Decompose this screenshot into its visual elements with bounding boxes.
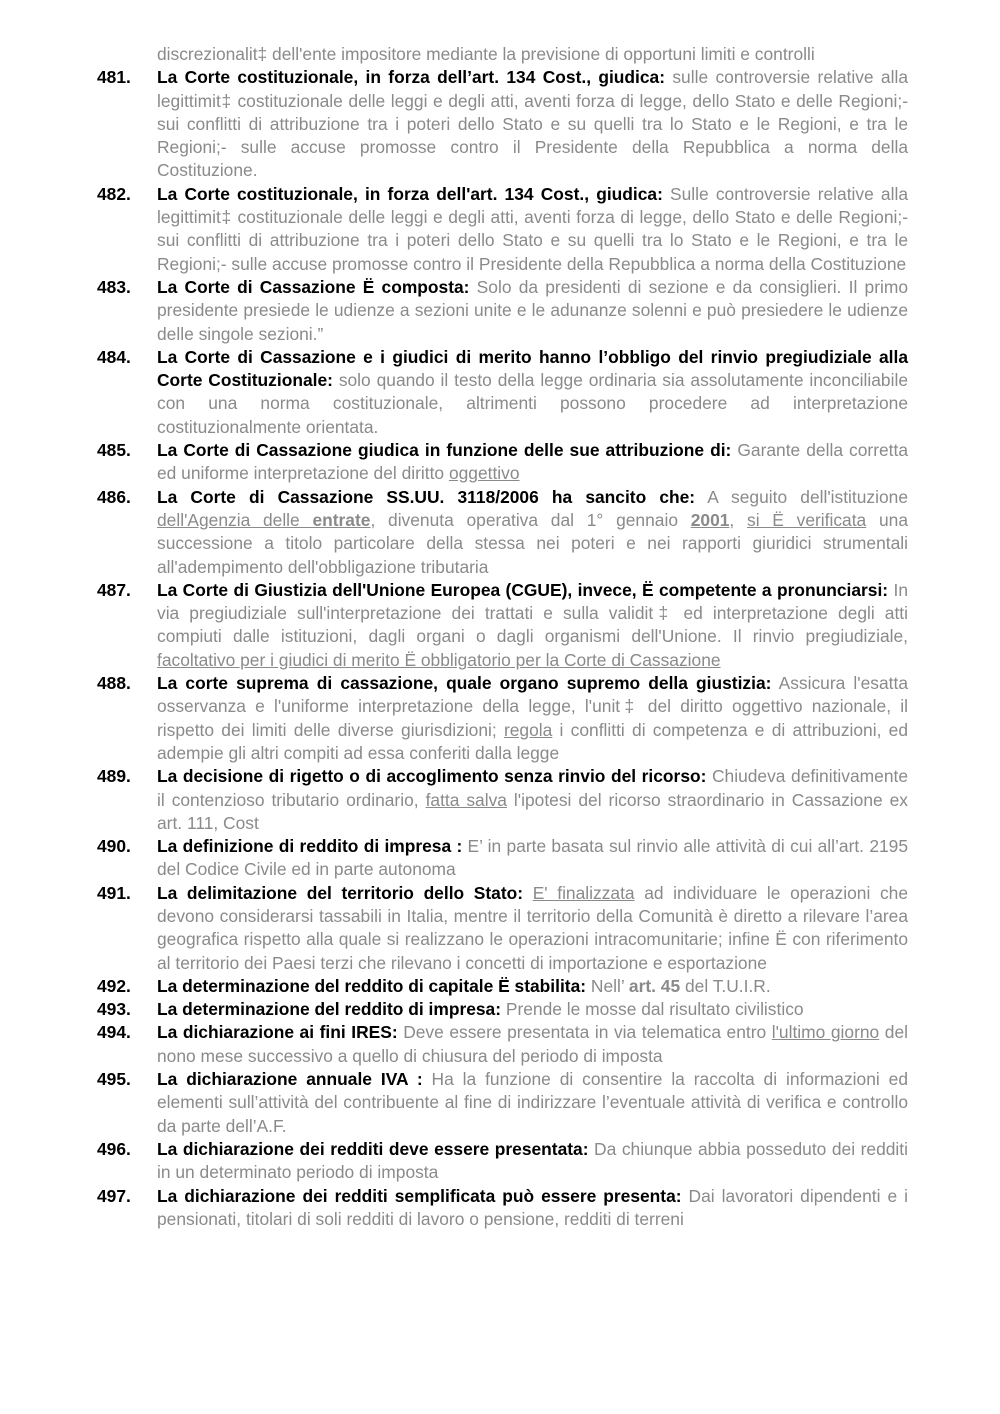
qa-item-483 xyxy=(97,276,908,346)
underlined-answer-part: facoltativo per i giudici di merito Ë obbligatorio per la Corte di Cassazione xyxy=(157,649,721,670)
item-answer: Prende le mosse dal risultato civilistico xyxy=(501,999,804,1020)
item-question: La Corte di Cassazione giudica in funzione delle sue attribuzione di: xyxy=(157,440,732,461)
item-number: 485. xyxy=(97,440,131,461)
bold-answer-part: art. 45 xyxy=(628,975,681,996)
item-text xyxy=(157,579,908,672)
item-question: La Corte di Cassazione e i giudici di merito hanno l’obbligo del rinvio pregiudiziale alla Corte Costituzionale: xyxy=(157,346,908,391)
item-text xyxy=(157,765,908,835)
item-answer: Dai lavoratori dipendenti e i pensionati, titolari di soli redditi di lavoro o pensione, redditi di terreni xyxy=(157,1185,908,1229)
item-question: La delimitazione del territorio dello Stato: xyxy=(157,882,524,903)
item-number: 487. xyxy=(97,579,131,600)
item-number: 493. xyxy=(97,999,131,1020)
item-number: 496. xyxy=(97,1138,131,1159)
item-answer: Ha la funzione di consentire la raccolta di informazioni ed elementi sull’attività del contribuente al fine di indirizzare l’eventuale attività di verifica e controllo da parte dell’A.F. xyxy=(157,1069,908,1136)
item-answer xyxy=(523,883,533,903)
item-answer: del T.U.I.R. xyxy=(680,975,771,996)
item-answer: una successione a titolo particolare della stessa nei poteri e nei rapporti giuridici strumentali all'adempimento dell'obbligazione tributaria xyxy=(157,509,908,577)
item-question: La Corte costituzionale, in forza dell'art. 134 Cost., giudica: xyxy=(157,183,663,204)
qa-item-490 xyxy=(97,835,908,882)
item-question: La Corte di Giustizia dell'Unione Europea (CGUE), invece, Ë competente a pronunciarsi: xyxy=(157,579,889,600)
item-text xyxy=(157,183,908,276)
item-question: La dichiarazione dei redditi semplificata può essere presenta: xyxy=(157,1185,682,1206)
underlined-answer-part: oggettivo xyxy=(448,463,520,484)
item-text xyxy=(157,276,908,346)
item-number: 495. xyxy=(97,1069,131,1090)
item-text xyxy=(157,998,908,1021)
item-number: 492. xyxy=(97,975,131,996)
item-text xyxy=(157,835,908,882)
item-number: 491. xyxy=(97,882,131,903)
qa-item-494 xyxy=(97,1021,908,1068)
qa-item-482 xyxy=(97,183,908,276)
item-answer: E’ in parte basata sul rinvio alle attività di cui all’art. 2195 del Codice Civile ed in parte autonoma xyxy=(157,836,909,880)
item-answer: Chiudeva definitivamente il contenzioso tributario ordinario, xyxy=(157,766,908,810)
item-question: La determinazione del reddito di capitale Ë stabilita: xyxy=(157,975,587,996)
underlined-answer-part: dell'Agenzia delle xyxy=(157,509,313,530)
item-number: 490. xyxy=(97,836,131,857)
underlined-bold-answer-part: entrate xyxy=(312,509,371,530)
qa-item-497 xyxy=(97,1185,908,1232)
underlined-answer-part: E' finalizzata xyxy=(532,882,635,903)
item-answer: solo quando il testo della legge ordinaria sia assolutamente inconciliabile con una norma costituzionale, altrimenti possono procedere ad interpretazione costituzionalmente orientata. xyxy=(157,370,909,437)
item-answer: Garante della corretta ed uniforme interpretazione del diritto xyxy=(157,440,908,484)
item-text xyxy=(157,882,908,975)
item-answer: In via pregiudiziale sull'interpretazione dei trattati e sulla validit‡ ed interpretazione degli atti compiuti dalle istituzioni, dagli organi o dagli organismi dell'Unione. Il rinvio pregiudiziale, xyxy=(157,579,908,647)
underlined-bold-answer-part: 2001 xyxy=(690,509,730,530)
item-answer: Nell’ xyxy=(586,975,629,996)
item-text xyxy=(157,1185,908,1232)
qa-item-485 xyxy=(97,439,908,486)
item-question: La Corte di Cassazione SS.UU. 3118/2006 ha sancito che: xyxy=(157,486,696,507)
item-question: La decisione di rigetto o di accoglimento senza rinvio del ricorso: xyxy=(157,766,707,787)
item-question: La dichiarazione annuale IVA : xyxy=(157,1069,423,1090)
item-text xyxy=(157,1021,908,1068)
item-number: 488. xyxy=(97,673,131,694)
item-answer: Sulle controversie relative alla legittimit‡ costituzionale delle leggi e degli atti, aventi forza di legge, dello Stato e delle Regioni;- sui conflitti di attribuzione tra i poteri dello Stato e su quelli tra lo Stato e le Regioni, e tra le Regioni;- sulle accuse promosse contro il Presidente della Repubblica a norma della Costituzione xyxy=(157,183,908,274)
item-answer: ad individuare le operazioni che devono considerarsi tassabili in Italia, mentre il territorio della Comunità è diretto a rilevare l’area geografica rispetto alla quale si realizzano le operazioni intracomunitarie; infine Ë con riferimento al territorio dei Paesi terzi che rilevano i concetti di importazione e esportazione xyxy=(157,882,908,973)
item-number: 494. xyxy=(97,1022,131,1043)
item-text xyxy=(157,346,908,439)
item-text xyxy=(157,975,908,998)
item-answer: del nono mese successivo a quello di chiusura del periodo di imposta xyxy=(157,1022,908,1066)
item-question: La dichiarazione dei redditi deve essere presentata: xyxy=(157,1138,589,1159)
qa-item-484 xyxy=(97,346,908,439)
qa-item-491 xyxy=(97,882,908,975)
underlined-answer-part: si Ë verificata xyxy=(747,509,867,530)
item-answer: Deve essere presentata in via telematica entro xyxy=(397,1022,772,1043)
item-number: 484. xyxy=(97,346,131,367)
underlined-answer-part: l'ultimo giorno xyxy=(771,1022,880,1043)
underlined-answer-part: regola xyxy=(503,719,553,740)
item-question: La corte suprema di cassazione, quale organo supremo della giustizia: xyxy=(157,673,772,694)
qa-item-489 xyxy=(97,765,908,835)
item-number: 481. xyxy=(97,67,131,88)
item-answer: Assicura l'esatta osservanza e l'uniforme interpretazione della legge, l'unit‡ del diritto oggettivo nazionale, il rispetto dei limiti delle diverse giurisdizioni; xyxy=(157,673,908,740)
item-text xyxy=(157,1138,908,1185)
underlined-answer-part: fatta salva xyxy=(425,789,507,810)
item-question: La determinazione del reddito di impresa: xyxy=(157,999,502,1020)
item-text xyxy=(157,486,908,579)
continuation-line: discrezionalit‡ dell'ente impositore mediante la previsione di opportuni limiti e controlli xyxy=(157,44,815,64)
qa-item-492 xyxy=(97,975,908,998)
item-text xyxy=(157,66,908,182)
item-answer: sulle controversie relative alla legittimit‡ costituzionale delle leggi e degli atti, aventi forza di legge, dello Stato e delle Regioni;- sui conflitti di attribuzione tra i poteri dello Stato e su quelli tra lo Stato e le Regioni, e tra le Regioni;- sulle accuse promosse contro il Presidente della Repubblica a norma della Costituzione. xyxy=(157,67,908,181)
qa-item-488 xyxy=(97,672,908,765)
item-answer: Solo da presidenti di sezione e da consiglieri. Il primo presidente presiede le udienze a sezioni unite e le adunanze solenni e può presiedere le udienze delle singole sezioni.” xyxy=(157,276,909,344)
item-answer: , xyxy=(729,509,747,530)
qa-item-496 xyxy=(97,1138,908,1185)
qa-item-493 xyxy=(97,998,908,1021)
qa-item-481 xyxy=(97,66,908,182)
item-number: 489. xyxy=(97,766,131,787)
item-number: 483. xyxy=(97,276,131,297)
item-number: 497. xyxy=(97,1185,131,1206)
item-question: La definizione di reddito di impresa : xyxy=(157,836,463,857)
qa-item-486 xyxy=(97,486,908,579)
item-question: La Corte costituzionale, in forza dell’art. 134 Cost., giudica: xyxy=(157,67,666,88)
item-answer: i conflitti di competenza e di attribuzioni, ed adempie gli altri compiti ad essa conferiti dalla legge xyxy=(157,719,908,763)
item-question: La Corte di Cassazione Ë composta: xyxy=(157,276,470,297)
qa-item-495 xyxy=(97,1068,908,1138)
item-answer: Da chiunque abbia posseduto dei redditi in un determinato periodo di imposta xyxy=(157,1138,908,1183)
item-number: 486. xyxy=(97,486,131,507)
item-text xyxy=(157,439,908,486)
item-text xyxy=(157,1068,908,1138)
item-answer: , divenuta operativa dal 1° gennaio xyxy=(370,509,691,530)
qa-item-487 xyxy=(97,579,908,672)
item-answer: A seguito dell'istituzione xyxy=(695,486,908,507)
item-text xyxy=(157,672,908,765)
item-number: 482. xyxy=(97,183,131,204)
item-answer: l'ipotesi del ricorso straordinario in Cassazione ex art. 111, Cost xyxy=(157,789,908,833)
item-question: La dichiarazione ai fini IRES: xyxy=(157,1022,398,1043)
